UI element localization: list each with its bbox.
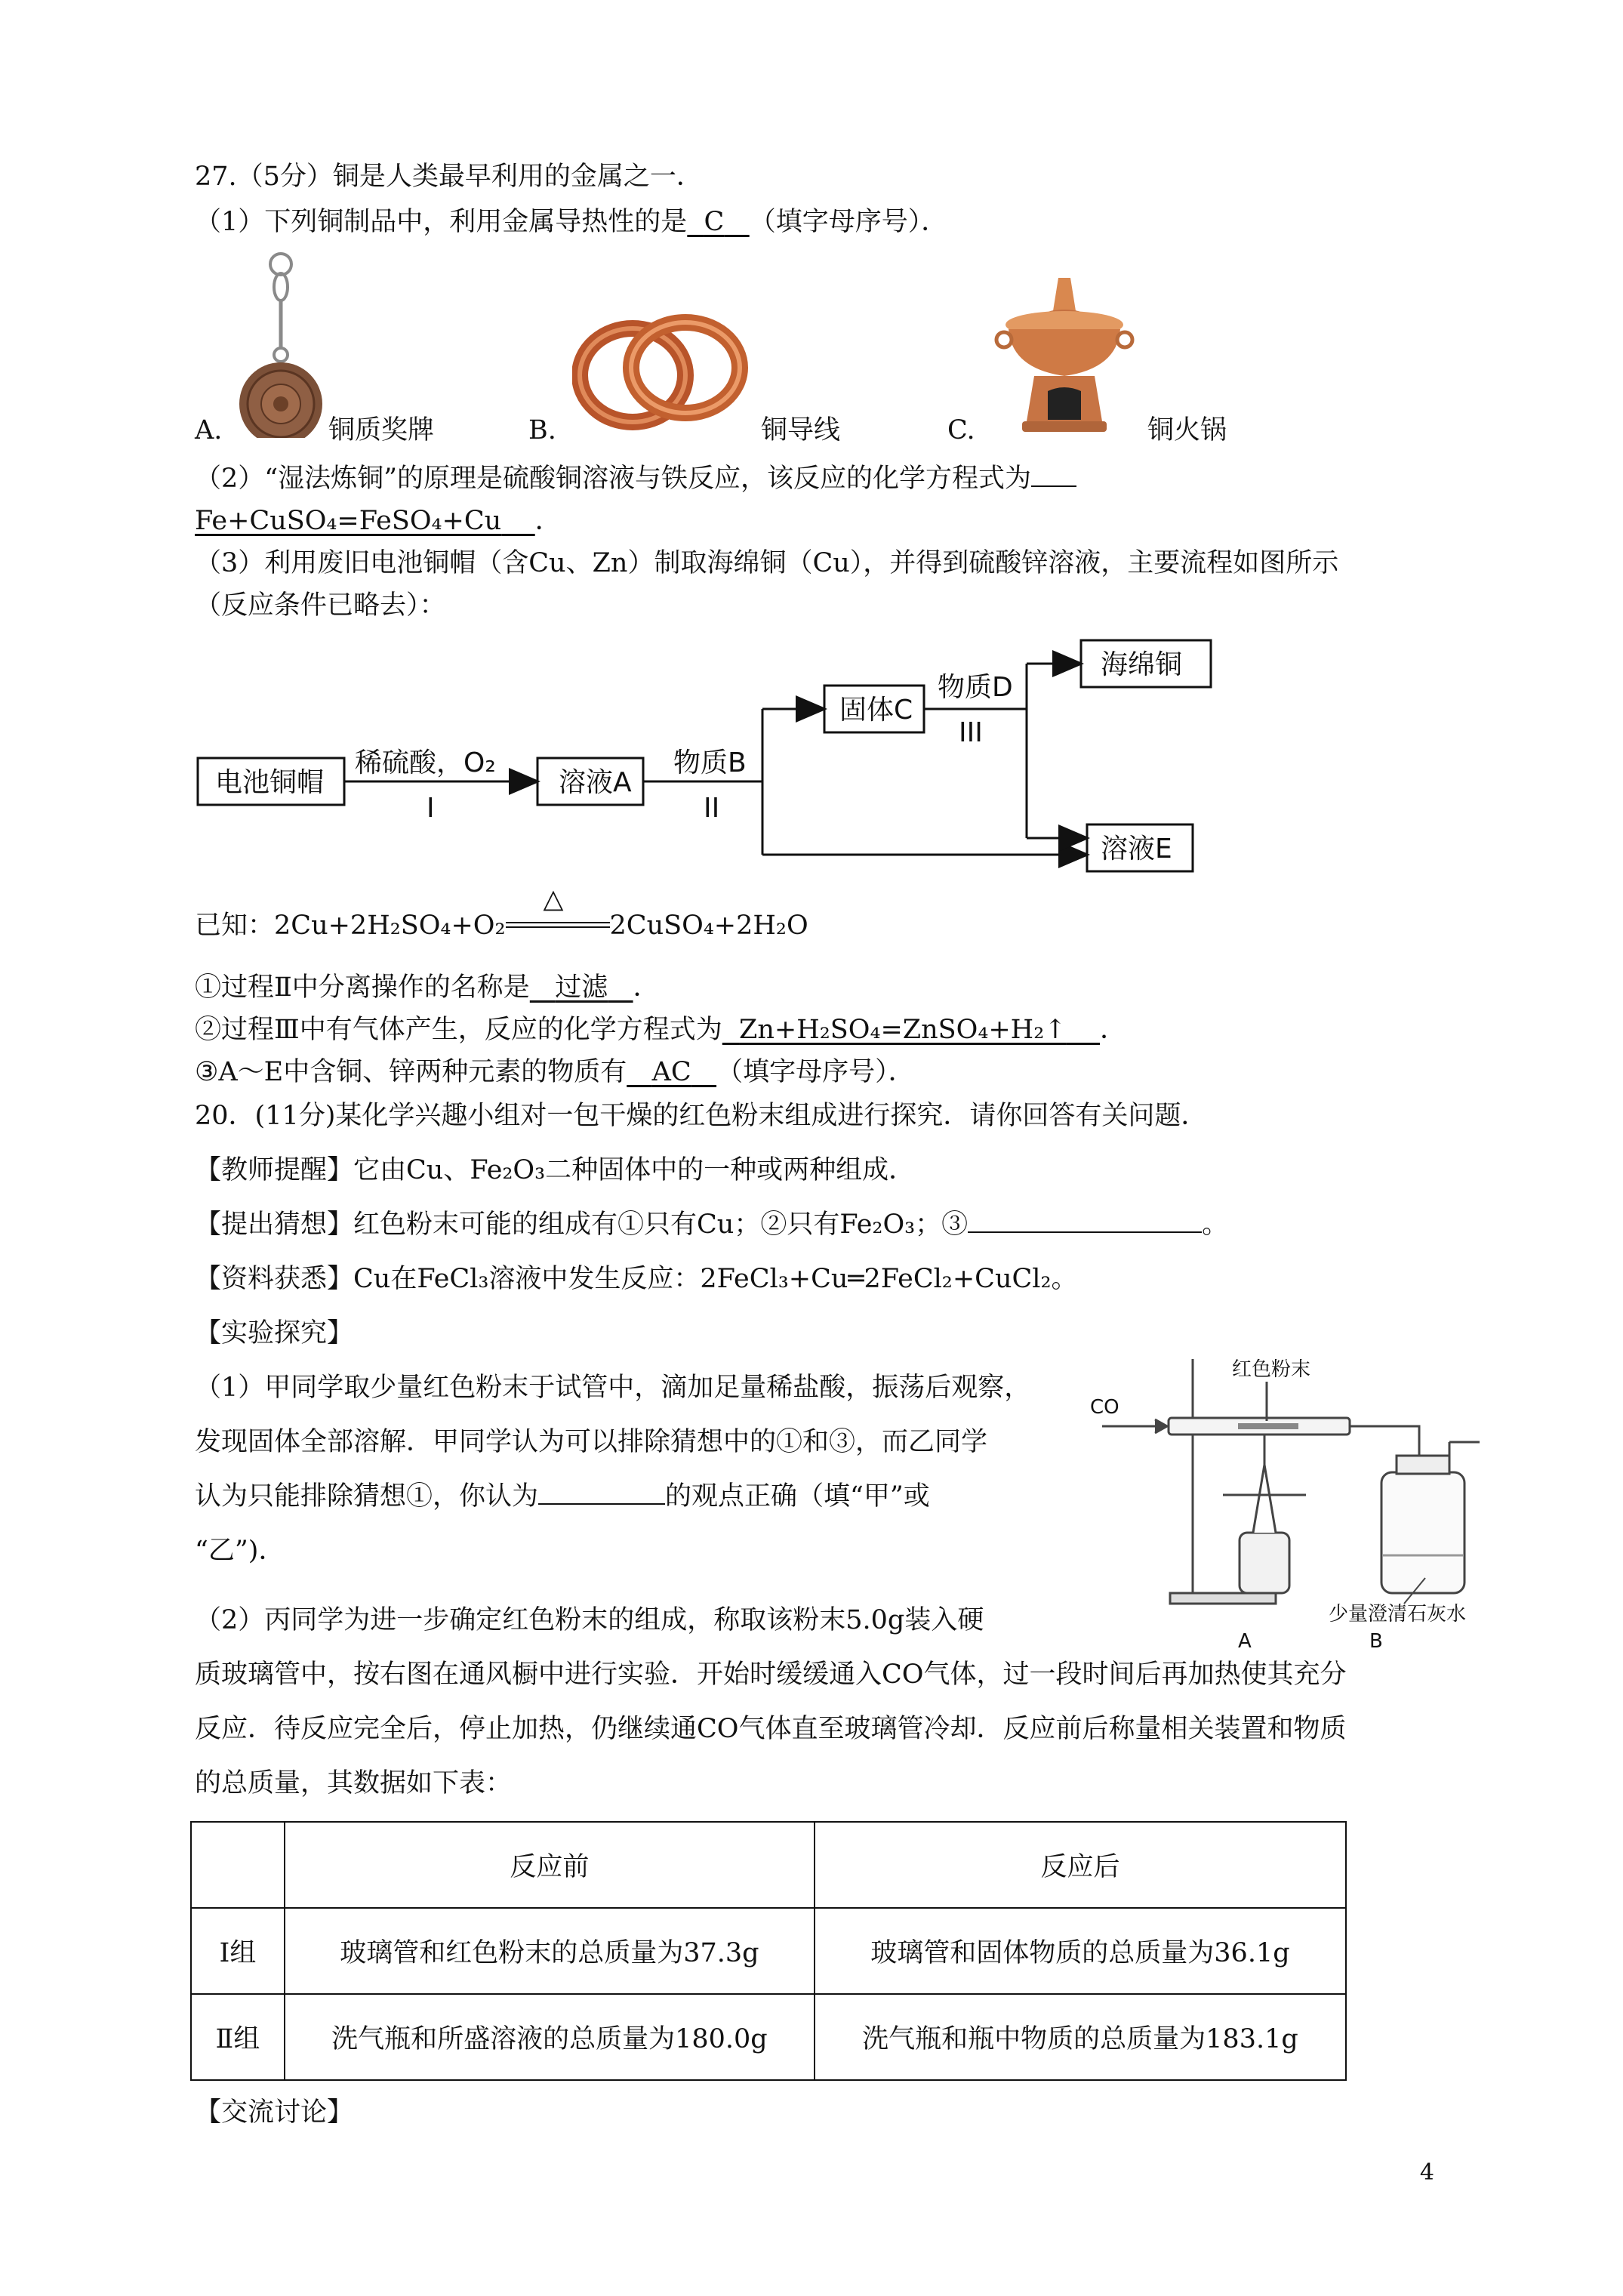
table-row (191, 1908, 1346, 1994)
flow-node-2: 溶液A (559, 767, 632, 798)
flow-node-3: 固体C (839, 695, 913, 726)
q20-exp2-line4: 的总质量，其数据如下表： (195, 1768, 513, 1798)
q27-part1-prefix: （1）下列铜制品中，利用金属导热性的是 (195, 207, 688, 237)
option-c-letter: C. (947, 415, 975, 445)
q27-sub1: ①过程Ⅱ中分离操作的名称是 过滤 ． (195, 972, 660, 1003)
q20-explore-heading: 【实验探究】 (195, 1318, 354, 1348)
q20-exp2-line1: （2）丙同学为进一步确定红色粉末的组成，称取该粉末5.0g装入硬 (195, 1605, 984, 1635)
q27-title: 27.（5分）铜是人类最早利用的金属之一． (195, 162, 703, 192)
q20-exp2-line2: 质玻璃管中，按右图在通风橱中进行实验．开始时缓缓通入CO气体，过一段时间后再加热使其充分 (195, 1660, 1347, 1690)
q20-title: 20．(11分)某化学兴趣小组对一包干燥的红色粉末组成进行探究．请你回答有关问题． (195, 1101, 1208, 1131)
q27-part2-answer: Fe+CuSO₄=FeSO₄+Cu (195, 506, 502, 536)
table-header-row (191, 1822, 1346, 1908)
flow-node-1: 电池铜帽 (215, 767, 325, 798)
q20-exp1-line2: 发现固体全部溶解．甲同学认为可以排除猜想中的①和③，而乙同学 (195, 1427, 988, 1457)
q27-part2-answer-line: Fe+CuSO₄=FeSO₄+Cu ． (195, 506, 562, 536)
q27-part3-line1: （3）利用废旧电池铜帽（含Cu、Zn）制取海绵铜（Cu），并得到硫酸锌溶液，主要流程如图所示 (195, 548, 1339, 578)
q27-part2: （2）“湿法炼铜”的原理是硫酸铜溶液与铁反应，该反应的化学方程式为 (195, 462, 1076, 495)
q20-info: 【资料获悉】Cu在FeCl₃溶液中发生反应：2FeCl₃+Cu═2FeCl₂+CuCl₂。 (195, 1264, 1078, 1294)
q20-hypothesis: 【提出猜想】红色粉末可能的组成有①只有Cu；②只有Fe₂O₃；③ 。 (195, 1210, 1229, 1240)
table-cell-group: Ⅱ组 (191, 1994, 285, 2080)
q27-sub1-answer: 过滤 (555, 972, 608, 1003)
q27-sub3-answer: AC (651, 1057, 691, 1087)
flow-step3-reagent: 物质D (938, 672, 1013, 703)
table-cell-before: 洗气瓶和所盛溶液的总质量为180.0g (285, 1994, 815, 2080)
q27-sub3: ③A～E中含铜、锌两种元素的物质有 AC （填字母序号）． (195, 1057, 915, 1087)
option-b-letter: B. (528, 415, 556, 445)
apparatus-co-label: CO (1090, 1396, 1119, 1419)
option-a-label: 铜质奖牌 (328, 415, 435, 445)
q27-part1-suffix: （填字母序号）． (749, 207, 948, 237)
table-cell-group: Ⅰ组 (191, 1908, 285, 1994)
q20-exp1-line4: “乙”)． (195, 1536, 285, 1566)
apparatus-label-b: B (1369, 1630, 1383, 1653)
q20-exp1-line1: （1）甲同学取少量红色粉末于试管中，滴加足量稀盐酸，振荡后观察， (195, 1373, 1031, 1403)
table-header-cell: 反应后 (815, 1822, 1346, 1908)
flow-step2-reagent: 物质B (673, 747, 747, 778)
q20-exp1-line3: 认为只能排除猜想①，你认为 的观点正确（填“甲”或 (195, 1481, 930, 1512)
flow-step1-reagent: 稀硫酸，O₂ (355, 747, 496, 778)
option-b-label: 铜导线 (761, 415, 841, 445)
table-cell-before: 玻璃管和红色粉末的总质量为37.3g (285, 1908, 815, 1994)
flow-node-5: 溶液E (1101, 834, 1172, 864)
option-c-label: 铜火锅 (1147, 415, 1227, 445)
q20-discussion-heading: 【交流讨论】 (195, 2097, 354, 2128)
q27-part3-line2: （反应条件已略去）： (195, 590, 446, 621)
flow-node-4: 海绵铜 (1101, 649, 1183, 680)
table-row (191, 1994, 1346, 2080)
table-cell-after: 玻璃管和固体物质的总质量为36.1g (815, 1908, 1346, 1994)
option-a-letter: A. (195, 415, 223, 445)
flow-step2-label: II (704, 793, 720, 824)
mass-data-table (190, 1821, 1347, 2081)
q20-teacher-hint: 【教师提醒】它由Cu、Fe₂O₃二种固体中的一种或两种组成． (195, 1155, 916, 1185)
apparatus-powder-label: 红色粉末 (1232, 1358, 1311, 1381)
table-header-cell (191, 1822, 285, 1908)
apparatus-diagram (1072, 1351, 1495, 1653)
equation-condition: △ (506, 911, 610, 934)
q27-part1-answer: C (704, 207, 725, 237)
known-equation: 已知：2Cu+2H₂SO₄+O₂ △ 2CuSO₄+2H₂O (195, 884, 808, 941)
page-number: 4 (1419, 2159, 1434, 2186)
q20-exp2-line3: 反应．待反应完全后，停止加热，仍继续通CO气体直至玻璃管冷却．反应前后称量相关装置和物质 (195, 1714, 1347, 1744)
table-header-cell: 反应前 (285, 1822, 815, 1908)
q27-sub2-answer: Zn+H₂SO₄=ZnSO₄+H₂↑ (739, 1015, 1067, 1045)
q27-sub2: ②过程Ⅲ中有气体产生，反应的化学方程式为 Zn+H₂SO₄=ZnSO₄+H₂↑ ． (195, 1015, 1127, 1045)
process-flow-diagram (0, 0, 1623, 906)
apparatus-limewater-label: 少量澄清石灰水 (1329, 1603, 1467, 1626)
flow-step1-label: I (427, 793, 435, 824)
apparatus-label-a: A (1238, 1630, 1252, 1653)
flow-step3-label: III (959, 717, 983, 748)
table-cell-after: 洗气瓶和瓶中物质的总质量为183.1g (815, 1994, 1346, 2080)
